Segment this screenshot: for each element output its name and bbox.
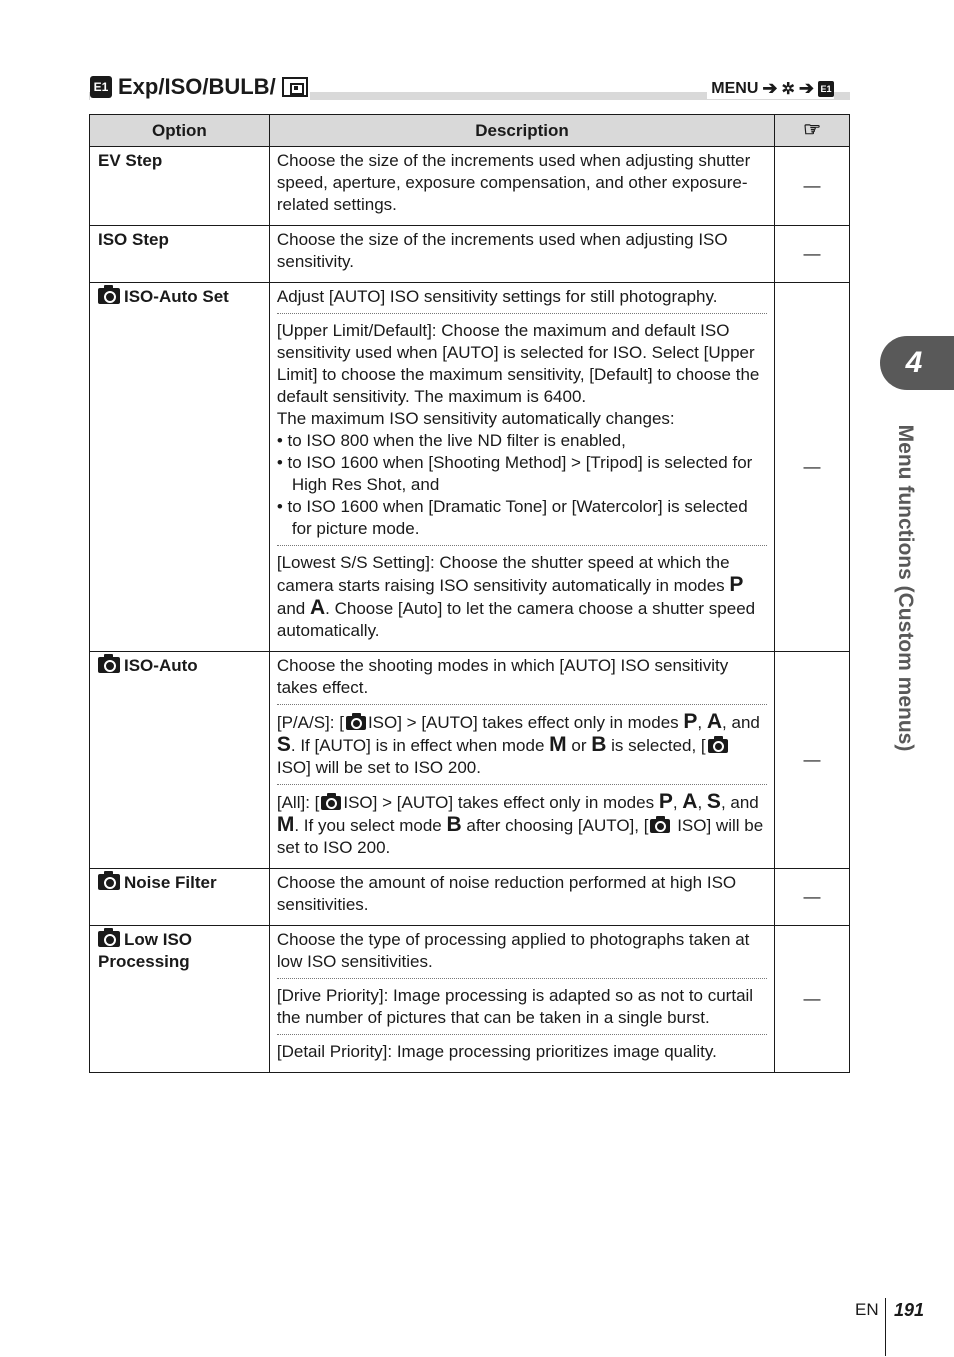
mode-b-icon: B: [446, 813, 462, 836]
mode-s-icon: S: [276, 733, 291, 756]
camera-icon: [98, 931, 120, 947]
table-header-row: [90, 115, 850, 147]
col-option: Option: [90, 115, 270, 147]
option-iso-auto-set: ISO-Auto Set: [124, 287, 229, 306]
description-text: [Lowest S/S Setting]: Choose the shutter speed at which the camera starts raising ISO sensitivity automatically in modes: [276, 553, 730, 595]
col-reference: [775, 115, 850, 147]
chapter-tab: [880, 336, 954, 390]
description-text: and: [276, 599, 306, 618]
reference-cell: —: [775, 869, 850, 926]
mode-p-icon: P: [683, 710, 698, 733]
camera-icon: [98, 874, 120, 890]
mode-b-icon: B: [591, 733, 607, 756]
reference-hand-icon: ☞: [803, 119, 822, 141]
description-text: or: [571, 736, 587, 755]
mode-p-icon: P: [658, 790, 673, 813]
option-cell: [90, 147, 270, 226]
description-cell: [269, 226, 774, 283]
reference-cell: —: [775, 147, 850, 226]
footer-divider: [885, 1298, 886, 1356]
option-iso-step: ISO Step: [98, 230, 169, 249]
arrow-right-icon: ➔: [762, 78, 778, 98]
option-ev-step: EV Step: [98, 151, 163, 170]
metering-icon: [282, 77, 308, 97]
description-text: [Drive Priority]: Image processing is adapted so as not to curtail the number of pictures that can be taken in a single burst.: [277, 978, 767, 1034]
menu-label: MENU: [711, 79, 759, 97]
description-block: [P/A/S]: [ ISO] > [AUTO] takes effect only in modes P, A, and S. If [AUTO] is in effect when mode M or B is selected, [ ISO] will be set to ISO 200.: [277, 704, 767, 784]
camera-icon: [650, 819, 670, 833]
description-text: [Detail Priority]: Image processing prioritizes image quality.: [277, 1034, 767, 1068]
language-label: EN: [855, 1300, 879, 1319]
table-row: [90, 869, 850, 926]
bullet-item: • to ISO 1600 when [Dramatic Tone] or [Watercolor] is selected for picture mode.: [276, 497, 748, 538]
description-text: Choose the size of the increments used when adjusting shutter speed, aperture, exposure compensation, and other exposure-related settings.: [276, 151, 751, 214]
mode-s-icon: S: [706, 790, 721, 813]
description-block: [All]: [ ISO] > [AUTO] takes effect only in modes P, A, S, and M. If you select mode B after choosing [AUTO], [ ISO] will be set to ISO 200.: [277, 784, 767, 864]
reference-cell: —: [775, 226, 850, 283]
description-text: ISO] will be set to ISO 200.: [276, 816, 764, 857]
description-text: Choose the shooting modes in which [AUTO] ISO sensitivity takes effect.: [276, 656, 729, 697]
option-cell: [90, 652, 270, 869]
description-text: , and: [722, 713, 760, 732]
option-cell: [90, 226, 270, 283]
menu-path: [707, 78, 834, 99]
description-text: [Upper Limit/Default]: Choose the maximum and default ISO sensitivity used when [AUTO] is selected for ISO. Select [Upper Limit] to choose the maximum sensitivity, [Default] to choose the default sensitivity. The maximum is 6400.: [276, 321, 760, 406]
description-text: Choose the type of processing applied to photographs taken at low ISO sensitivities.: [276, 930, 750, 971]
description-text: after choosing [AUTO], [: [466, 816, 649, 835]
gear-icon: ✲: [781, 80, 795, 98]
table-row: [90, 652, 850, 869]
camera-icon: [98, 657, 120, 673]
bullet-item: • to ISO 1600 when [Shooting Method] > [Tripod] is selected for High Res Shot, and: [276, 453, 753, 494]
bullet-item: • to ISO 800 when the live ND filter is enabled,: [276, 431, 626, 450]
description-block: [277, 545, 767, 647]
description-text: ISO] > [AUTO] takes effect only in modes: [343, 793, 655, 812]
description-text: Choose the amount of noise reduction performed at high ISO sensitivities.: [276, 873, 737, 914]
table-row: [90, 226, 850, 283]
section-title-text: Exp/ISO/BULB/: [118, 74, 276, 99]
camera-icon: [321, 796, 341, 810]
e1-badge-icon: E1: [90, 76, 112, 98]
description-cell: [269, 283, 774, 652]
option-cell: [90, 283, 270, 652]
page-number: 191: [894, 1300, 925, 1320]
mode-m-icon: M: [276, 813, 295, 836]
description-text: Choose the size of the increments used when adjusting ISO sensitivity.: [276, 230, 728, 271]
chapter-label-text: Menu functions (Custom menus): [894, 424, 917, 752]
table-row: [90, 283, 850, 652]
table-row: [90, 926, 850, 1073]
description-text: . If you select mode: [294, 816, 442, 835]
description-text: ISO] will be set to ISO 200.: [276, 758, 481, 777]
description-text: . Choose [Auto] to let the camera choose a shutter speed automatically.: [276, 599, 756, 640]
description-text: . If [AUTO] is in effect when mode: [290, 736, 545, 755]
description-block: [277, 313, 767, 545]
mode-a-icon: A: [682, 790, 698, 813]
option-noise-filter: Noise Filter: [124, 873, 217, 892]
reference-cell: —: [775, 283, 850, 652]
description-text: , and: [720, 793, 759, 812]
reference-cell: —: [775, 926, 850, 1073]
description-text: Adjust [AUTO] ISO sensitivity settings for still photography.: [276, 287, 718, 306]
settings-table: [89, 114, 850, 1073]
option-iso-auto: ISO-Auto: [124, 656, 198, 675]
description-cell: [269, 652, 774, 869]
description-text: ISO] > [AUTO] takes effect only in modes: [367, 713, 679, 732]
camera-icon: [346, 716, 366, 730]
option-cell: [90, 926, 270, 1073]
description-text: [P/A/S]: [: [276, 713, 344, 732]
section-title: [90, 74, 310, 100]
section-header: [89, 70, 850, 100]
reference-cell: —: [775, 652, 850, 869]
arrow-right-icon: ➔: [798, 78, 814, 98]
mode-a-icon: A: [309, 596, 326, 619]
description-cell: [269, 926, 774, 1073]
description-text: is selected, [: [611, 736, 706, 755]
mode-a-icon: A: [706, 710, 723, 733]
description-text: The maximum ISO sensitivity automatically changes:: [276, 409, 675, 428]
option-cell: [90, 869, 270, 926]
mode-m-icon: M: [549, 733, 567, 756]
camera-icon: [98, 288, 120, 304]
description-cell: [269, 869, 774, 926]
col-description: Description: [269, 115, 774, 147]
chapter-number: 4: [905, 346, 923, 379]
page-footer: [855, 1298, 924, 1356]
e1-badge-small-icon: E1: [818, 81, 834, 97]
table-row: [90, 147, 850, 226]
option-low-iso-processing: Low ISO Processing: [98, 930, 192, 971]
description-text: [All]: [: [276, 793, 320, 812]
description-cell: [269, 147, 774, 226]
mode-p-icon: P: [729, 573, 744, 596]
camera-icon: [708, 739, 728, 753]
